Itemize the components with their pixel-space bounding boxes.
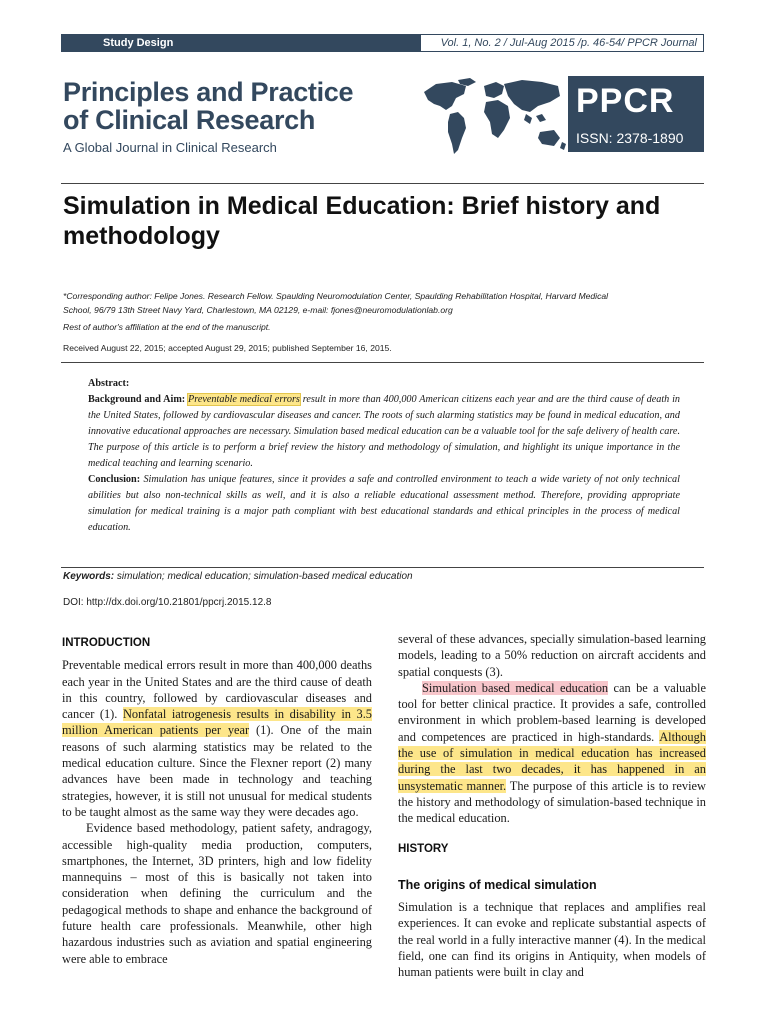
body-column-left bbox=[62, 631, 372, 967]
abstract bbox=[88, 376, 680, 536]
corresponding-author-line2: School, 96/79 13th Street Navy Yard, Charlestown, MA 02129, e-mail: fjones@neuromodulationlab.org bbox=[63, 305, 453, 315]
article-title: Simulation in Medical Education: Brief history and methodology bbox=[63, 192, 661, 250]
simulation-highlight: Simulation based medical education bbox=[422, 680, 609, 695]
right-text-b: The purpose of this article is to review the history and methodology of simulation-based technique in the medical education. bbox=[398, 778, 707, 826]
history-heading: HISTORY bbox=[398, 842, 449, 855]
intro-text-a: Preventable medical errors result in more than 400,000 deaths each year in the United States and are the third cause of death in this country, followed by cardiovascular diseases and cancer (1). bbox=[62, 658, 372, 722]
intro-highlight: Nonfatal iatrogenesis results in disability in 3.5 million American patients per year bbox=[62, 707, 373, 738]
introduction-heading: INTRODUCTION bbox=[62, 637, 151, 649]
right-paragraph-1: several of these advances, specially simulation-based learning models, leading to a 50% reduction on aircraft accidents and spatial conquests (3). bbox=[398, 632, 706, 679]
journal-issn: ISSN: 2378-1890 bbox=[576, 130, 684, 146]
affiliation-note: Rest of author's affiliation at the end of the manuscript. bbox=[63, 322, 271, 332]
header-bar bbox=[61, 34, 704, 52]
divider bbox=[61, 362, 704, 363]
section-label: Study Design bbox=[61, 34, 421, 52]
divider bbox=[61, 183, 704, 184]
corresponding-author-line1: *Corresponding author: Felipe Jones. Research Fellow. Spaulding Neuromodulation Center, Spaulding Rehabilitation Hospital, Harvard Medical bbox=[63, 291, 609, 301]
divider bbox=[61, 567, 704, 568]
keywords-text: simulation; medical education; simulation-based medical education bbox=[114, 571, 413, 582]
abstract-highlight: Preventable medical errors bbox=[188, 394, 300, 405]
journal-subtitle: A Global Journal in Clinical Research bbox=[63, 140, 277, 155]
publication-dates: Received August 22, 2015; accepted August 29, 2015; published September 16, 2015. bbox=[63, 343, 392, 353]
origins-heading: The origins of medical simulation bbox=[398, 877, 597, 892]
world-map-icon bbox=[418, 76, 568, 162]
journal-logo-box bbox=[568, 76, 704, 152]
journal-acronym: PPCR bbox=[576, 82, 675, 120]
keywords bbox=[63, 571, 413, 582]
abstract-background-label: Background and Aim: bbox=[88, 394, 186, 405]
keywords-label: Keywords: bbox=[63, 571, 115, 582]
right-text-a: can be a valuable tool for better clinical practice. It provides a safe, controlled environment in which problem-based learning is developed and competences are practiced in high-standards. bbox=[398, 680, 706, 744]
abstract-label: Abstract: bbox=[88, 378, 130, 389]
origins-paragraph: Simulation is a technique that replaces and amplifies real experiences. It can evoke and replicate substantial aspects of the real world in a fully interactive manner (4). In the medical field, one can find its origins in Antiquity, when models of human patients were built in clay and bbox=[398, 900, 706, 980]
unsystematic-highlight: Although the use of simulation in medical education has increased during the last two decades, it has happened in an unsystematic manner. bbox=[398, 729, 706, 793]
journal-brand bbox=[63, 78, 353, 155]
journal-citation: Vol. 1, No. 2 / Jul-Aug 2015 /p. 46-54/ PPCR Journal bbox=[421, 34, 704, 52]
intro-text-b: (1). One of the main reasons of such alarming statistics may be related to the medical education culture. Since the Flexner report (2) many advances have been made in technology and teaching strategies, however, it is still not unusual for medical students to be taught almost as the same way they were decades ago. bbox=[62, 723, 372, 819]
doi-link[interactable]: DOI: http://dx.doi.org/10.21801/ppcrj.2015.12.8 bbox=[63, 597, 272, 608]
body-column-right bbox=[398, 631, 706, 981]
introduction-paragraph-2: Evidence based methodology, patient safety, andragogy, accessible high-quality media production, computers, smartphones, the Internet, 3D printers, high and low fidelity mannequins – most of this is basically not taken into consideration when defining the curriculum and the pedagogical methods to shape and enhance the background of future health care professionals. Meanwhile, other high hazardous industries such as aviation and spatial engineering were able to embrace bbox=[62, 821, 372, 966]
abstract-conclusion-text: Simulation has unique features, since it provides a safe and controlled environment to teach a wide variety of not only technical abilities but also non-technical skills as well, and it is also a reliable educational assessment method. Therefore, providing appropriate simulation for medical training is a major path compliant with best educational standards and ethical principles in the process of medical education. bbox=[88, 474, 680, 533]
right-paragraph-2 bbox=[398, 680, 706, 827]
abstract-background-text: result in more than 400,000 American citizens each year and are the third cause of death in the United States, followed by cardiovascular diseases and cancer. The roots of such alarming statistics may be found in medical education, and innovative educational approaches are necessary. Simulation based medical education can be a valuable tool for the safe delivery of health care. The purpose of this article is to perform a brief review the history and methodology of simulation, and highlight its unique importance in the medical teaching and learning scenario. bbox=[88, 394, 680, 469]
introduction-paragraph-1 bbox=[62, 657, 372, 820]
journal-title-line1: Principles and Practice bbox=[63, 77, 354, 107]
journal-title-line2: of Clinical Research bbox=[63, 105, 316, 135]
abstract-conclusion-label: Conclusion: bbox=[88, 474, 141, 485]
